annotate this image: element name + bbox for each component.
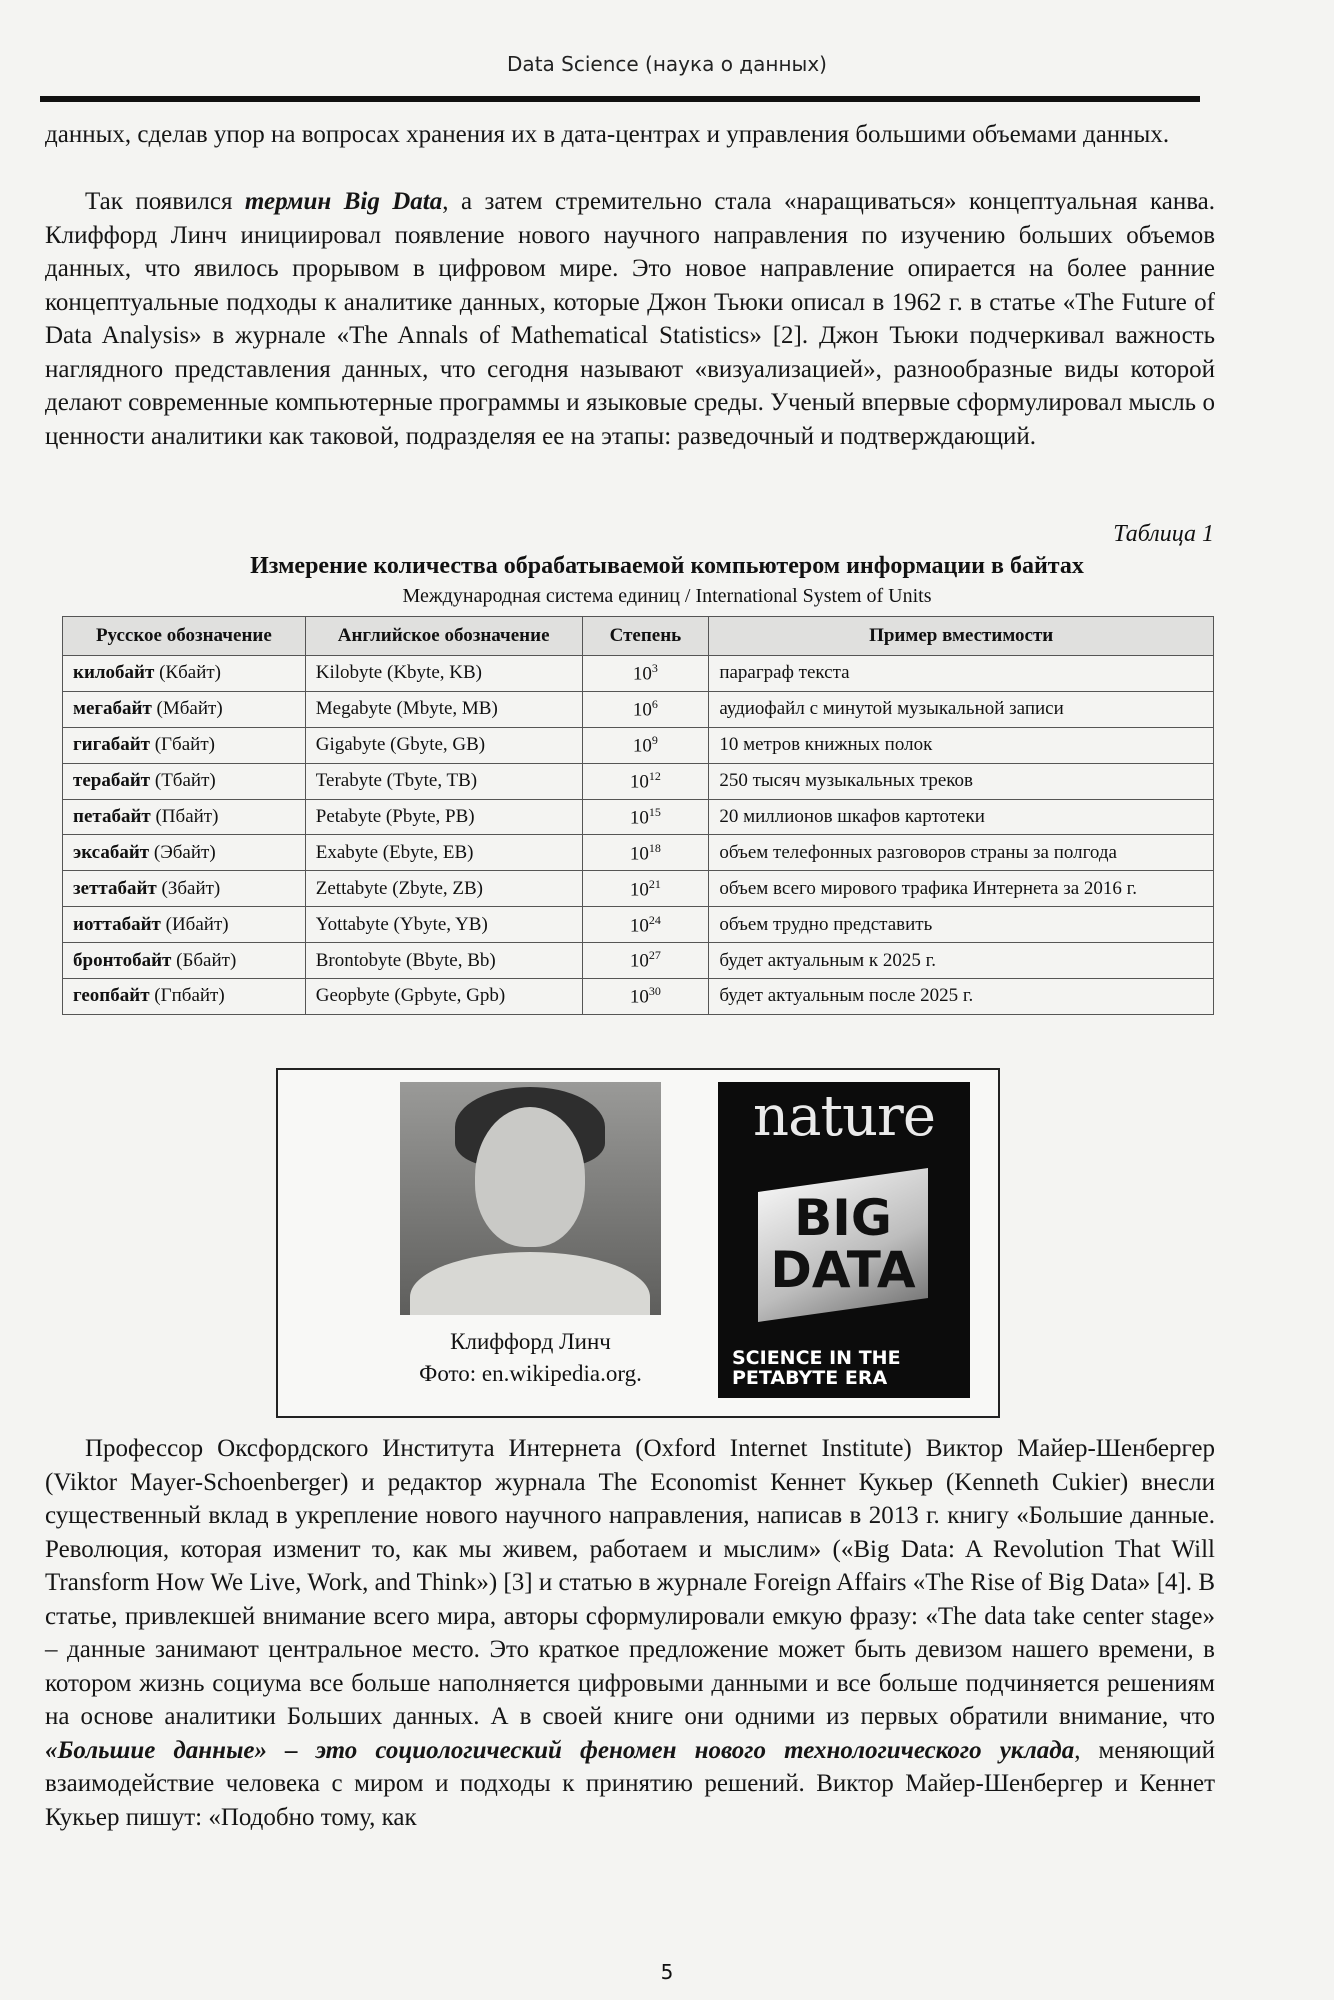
unit-name-ru: зеттабайт (73, 877, 157, 899)
power-base: 10 (629, 914, 649, 936)
unit-abbr-ru: (Гпбайт) (149, 985, 225, 1007)
unit-abbr-ru: (Тбайт) (150, 770, 216, 792)
page-number: 5 (660, 1960, 674, 1984)
intro-paragraph-2-lead: Так появился (85, 188, 245, 215)
table-row (63, 835, 1214, 871)
photo-face (475, 1107, 585, 1247)
running-title: Data Science (наука о данных) (507, 52, 827, 76)
unit-name-ru: бронтобайт (73, 949, 172, 971)
power-base: 10 (629, 986, 649, 1008)
power-base: 10 (629, 843, 649, 865)
cell-example: будет актуальным к 2025 г. (709, 943, 1214, 979)
table-row (63, 799, 1214, 835)
table-header-row (63, 617, 1214, 656)
cell-power (582, 979, 709, 1015)
table-title: Измерение количества обрабатываемой компьютером информации в байтах (250, 553, 1084, 579)
power-base: 10 (632, 663, 652, 685)
unit-name-ru: петабайт (73, 806, 151, 827)
unit-name-ru: терабайт (73, 770, 151, 792)
units-table (62, 616, 1214, 1015)
cell-example: объем трудно представить (709, 907, 1214, 943)
cell-example: 10 метров книжных полок (709, 727, 1214, 763)
cell-power (582, 763, 709, 799)
cell-english: Petabyte (Pbyte, PB) (305, 799, 582, 835)
cell-power (582, 727, 709, 763)
cell-example: аудиофайл с минутой музыкальной записи (709, 691, 1214, 727)
unit-abbr-ru: (Эбайт) (149, 841, 216, 863)
table-row (63, 656, 1214, 692)
cell-english: Terabyte (Tbyte, TB) (305, 763, 582, 799)
table-row (63, 727, 1214, 763)
cell-english: Gigabyte (Gbyte, GB) (305, 727, 582, 763)
unit-abbr-ru: (Мбайт) (151, 698, 223, 720)
table-row (63, 943, 1214, 979)
cell-power (582, 799, 709, 835)
intro-paragraph-1 (45, 118, 1215, 152)
header-rule (40, 96, 1200, 102)
unit-name-ru: эксабайт (73, 841, 150, 863)
nature-cover-image (718, 1082, 970, 1398)
cell-russian (63, 835, 306, 871)
power-exponent: 27 (648, 948, 661, 963)
power-base: 10 (632, 735, 652, 757)
body-paragraph (45, 1432, 1215, 1834)
cell-english: Megabyte (Mbyte, MB) (305, 691, 582, 727)
cell-example: объем всего мирового трафика Интернета за 2016 г. (709, 871, 1214, 907)
power-exponent: 18 (648, 840, 661, 855)
cover-tagline: SCIENCE IN THE PETABYTE ERA (732, 1347, 901, 1389)
cell-power (582, 835, 709, 871)
table-subtitle: Международная система единиц / International System of Units (402, 585, 932, 607)
cell-english: Zettabyte (Zbyte, ZB) (305, 871, 582, 907)
power-exponent: 9 (651, 733, 658, 748)
table-row (63, 907, 1214, 943)
power-base: 10 (629, 771, 649, 793)
unit-abbr-ru: (Ббайт) (171, 949, 237, 971)
body-paragraph-text: Профессор Оксфордского Института Интернета (Oxford Internet Institute) Виктор Майер-Шенбергер (Viktor Mayer-Schoenberger) и редактор журнала The Economist Кеннет Кукьер (Kenneth Cukier) внесли существенный вклад в укрепление нового научного направления, написав в 2013 г. книгу «Большие данные. Революция, которая изменит то, как мы живем, работаем и мыслим» («Big Data: A Revolution That Will Transform How We Live, Work, and Think») [3] и статью в журнале Foreign Affairs «The Rise of Big Data» [4]. В статье, привлекшей внимание всего мира, авторы сформулировали емкую фразу: «The data take center stage» – данные занимают центральное место. Это краткое предложение может быть девизом нашего времени, в котором жизнь социума все больше наполняется цифровыми данными и все больше подчиняется решениям на основе аналитики Больших данных. А в своей книге они одними из первых обратили внимание, что (45, 1435, 1215, 1730)
power-exponent: 12 (648, 768, 661, 783)
nature-logo: nature (753, 1084, 935, 1149)
cell-power (582, 656, 709, 692)
photo-caption-credit: Фото: en.wikipedia.org. (419, 1361, 642, 1386)
cell-russian (63, 763, 306, 799)
power-base: 10 (629, 878, 649, 900)
power-exponent: 30 (648, 984, 661, 999)
table-body (63, 656, 1214, 1015)
intro-paragraph-2-text: , а затем стремительно стала «наращиваться» концептуальная канва. Клиффорд Линч инициировал появление нового научного направления по изучению больших объемов данных, что явилось прорывом в цифровом мире. Это новое направление опирается на более ранние концептуальные подходы к аналитике данных, которые Джон Тьюки описал в 1962 г. в статье «The Future of Data Analysis» в журнале «The Annals of Mathematical Statistics» [2]. Джон Тьюки подчеркивал важность наглядного представления данных, что сегодня называют «визуализацией», разнообразные виды которой делают современные компьютерные программы и языковые среды. Ученый впервые сформулировал мысль о ценности аналитики как таковой, подразделяя ее на этапы: разведочный и подтверждающий. (45, 188, 1216, 450)
col-header-example: Пример вместимости (709, 617, 1214, 656)
photo-caption (368, 1326, 693, 1390)
clifford-lynch-photo (400, 1082, 661, 1315)
cell-example: будет актуальным после 2025 г. (709, 979, 1214, 1015)
unit-name-ru: мегабайт (73, 698, 152, 720)
table-row (63, 871, 1214, 907)
cell-power (582, 907, 709, 943)
power-base: 10 (629, 807, 649, 829)
photo-caption-name: Клиффорд Линч (450, 1329, 611, 1354)
cell-english: Kilobyte (Kbyte, KB) (305, 656, 582, 692)
cover-headline: BIG DATA (770, 1189, 916, 1299)
big-data-term: термин Big Data (244, 188, 443, 215)
cell-example: 250 тысяч музыкальных треков (709, 763, 1214, 799)
col-header-russian: Русское обозначение (63, 617, 306, 656)
power-exponent: 24 (648, 912, 661, 927)
cell-russian (63, 979, 306, 1015)
power-exponent: 15 (648, 804, 661, 819)
unit-name-ru: килобайт (73, 662, 155, 684)
table-row (63, 979, 1214, 1015)
unit-abbr-ru: (Гбайт) (149, 734, 215, 756)
cell-power (582, 943, 709, 979)
table-row (63, 763, 1214, 799)
cell-power (582, 871, 709, 907)
cell-power (582, 691, 709, 727)
cell-russian (63, 907, 306, 943)
unit-abbr-ru: (Ибайт) (160, 913, 229, 935)
cell-english: Brontobyte (Bbyte, Bb) (305, 943, 582, 979)
power-exponent: 6 (651, 697, 658, 712)
cell-russian (63, 871, 306, 907)
power-base: 10 (632, 699, 652, 721)
power-base: 10 (629, 950, 649, 972)
unit-name-ru: гигабайт (73, 734, 150, 756)
cell-russian (63, 656, 306, 692)
cell-english: Exabyte (Ebyte, EB) (305, 835, 582, 871)
unit-name-ru: иоттабайт (73, 913, 161, 935)
cell-example: объем телефонных разговоров страны за полгода (709, 835, 1214, 871)
unit-name-ru: геопбайт (73, 985, 150, 1007)
unit-abbr-ru: (Пбайт) (150, 806, 219, 827)
photo-shirt (410, 1252, 650, 1315)
table-label: Таблица 1 (1113, 521, 1214, 547)
figure-box (276, 1068, 1000, 1418)
big-data-definition: «Большие данные» – это социологический феномен нового технологического уклада (45, 1736, 1075, 1764)
intro-paragraph-1-text: данных, сделав упор на вопросах хранения их в дата-центрах и управления большими объемами данных. (45, 121, 1170, 148)
cell-english: Geopbyte (Gpbyte, Gpb) (305, 979, 582, 1015)
cell-russian (63, 691, 306, 727)
body-paragraph-tail: , меняющий взаимодействие человека с миром и подходы к принятию решений. Виктор Майер-Шенбергер и Кеннет Кукьер пишут: «Подобно тому, как (45, 1736, 1215, 1831)
cell-russian (63, 727, 306, 763)
table-row (63, 691, 1214, 727)
cell-russian (63, 799, 306, 835)
cell-english: Yottabyte (Ybyte, YB) (305, 907, 582, 943)
cell-example: 20 миллионов шкафов картотеки (709, 799, 1214, 835)
col-header-power: Степень (582, 617, 709, 656)
cell-example: параграф текста (709, 656, 1214, 692)
power-exponent: 21 (648, 876, 661, 891)
intro-paragraph-2 (45, 185, 1215, 453)
unit-abbr-ru: (Збайт) (156, 877, 221, 899)
power-exponent: 3 (651, 661, 658, 676)
cell-russian (63, 943, 306, 979)
unit-abbr-ru: (Кбайт) (154, 662, 221, 684)
col-header-english: Английское обозначение (305, 617, 582, 656)
